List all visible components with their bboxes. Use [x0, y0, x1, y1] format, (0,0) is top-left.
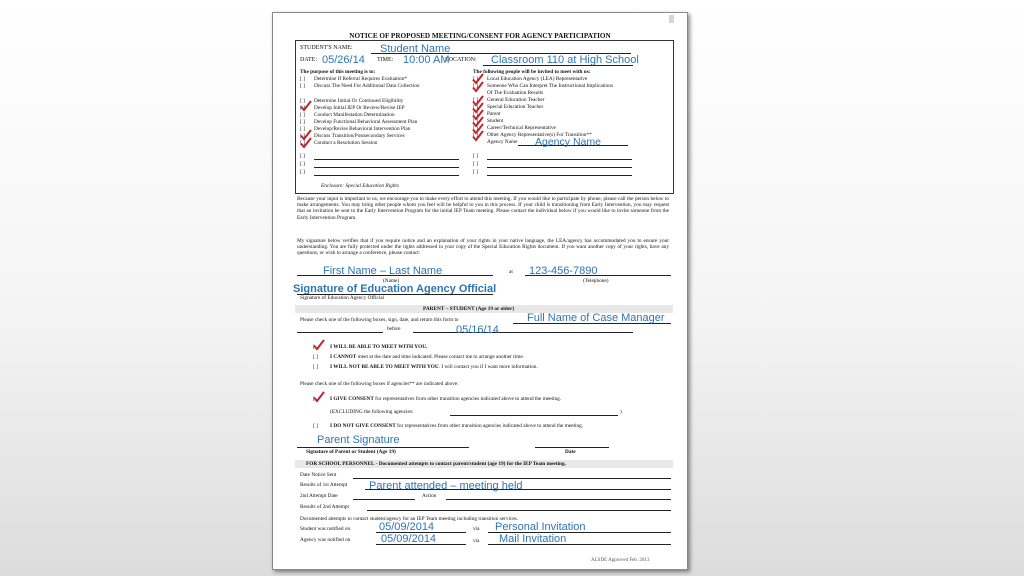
- checkmark-icon: [313, 339, 325, 351]
- location-label: LOCATION:: [445, 57, 477, 63]
- invited-checkbox[interactable]: [ ]: [473, 111, 478, 117]
- invited-checkbox[interactable]: [ ]: [473, 169, 478, 175]
- invited-checkbox[interactable]: [ ]: [473, 76, 478, 82]
- form-page: [272, 12, 688, 570]
- purpose-checkbox[interactable]: [ ]: [300, 153, 305, 159]
- attempt2-label: 2nd Attempt Date: [300, 493, 338, 499]
- student-notified-date: 05/09/2014: [379, 521, 435, 533]
- date-caption: Date: [565, 449, 576, 455]
- purpose-checkbox[interactable]: [ ]: [300, 76, 305, 82]
- time-label: TIME:: [377, 57, 394, 63]
- results2-label: Results of 2nd Attempt: [300, 504, 349, 510]
- purpose-checkbox[interactable]: [ ]: [300, 105, 305, 111]
- parent-section-header: PARENT – STUDENT (Age 19 or older): [423, 306, 515, 312]
- student-name-value: Student Name: [380, 43, 451, 55]
- return-date-value: 05/16/14: [456, 324, 499, 336]
- contact-at: at: [509, 269, 513, 275]
- attempt1-result-value: Parent attended – meeting held: [369, 480, 523, 492]
- location-value: Classroom 110 at High School: [491, 54, 639, 66]
- documented-label: Documented attempts to contact student/agency for an IEP Team meeting including transition services.: [300, 516, 519, 522]
- purpose-item: Discuss The Need For Additional Data Collection: [314, 83, 420, 89]
- invited-item: Local Education Agency (LEA) Representative: [487, 76, 588, 82]
- action-label: Action: [422, 493, 437, 499]
- parent-signature-caption: Signature of Parent or Student (Age 19): [306, 449, 396, 455]
- invited-checkbox[interactable]: [ ]: [473, 97, 478, 103]
- invited-checkbox[interactable]: [ ]: [473, 161, 478, 167]
- purpose-item: Develop Functional Behavioral Assessment Plan: [314, 119, 418, 125]
- parent-signature-value: Parent Signature: [317, 434, 400, 446]
- form-footer: ALSDE Approved Feb. 2013: [591, 558, 650, 563]
- cannot-checkbox[interactable]: [ ]: [313, 354, 318, 360]
- official-name-value: First Name – Last Name: [323, 265, 443, 277]
- invited-checkbox[interactable]: [ ]: [473, 83, 478, 89]
- student-name-label: STUDENT'S NAME:: [300, 45, 353, 51]
- invited-item: General Education Teacher: [487, 97, 545, 103]
- date-notice-label: Date Notice Sent: [300, 472, 337, 478]
- checkmark-icon: [472, 130, 484, 142]
- purpose-heading: The purpose of this meeting is to:: [300, 69, 376, 75]
- checkmark-icon: [300, 100, 312, 112]
- official-signature-caption: Signature of Education Agency Official: [300, 295, 385, 301]
- purpose-checkbox[interactable]: [ ]: [300, 161, 305, 167]
- checkmark-icon: [300, 137, 312, 149]
- purpose-item: Develop/Revise Behavioral Intervention Plan: [314, 126, 411, 132]
- purpose-item: Discuss Transition/Postsecondary Services: [314, 133, 405, 139]
- purpose-checkbox[interactable]: [ ]: [300, 140, 305, 146]
- purpose-checkbox[interactable]: [ ]: [300, 83, 305, 89]
- purpose-item: Determine If Referral Requires Evaluation*: [314, 76, 407, 82]
- invited-checkbox[interactable]: [ ]: [473, 118, 478, 124]
- purpose-checkbox[interactable]: [ ]: [300, 133, 305, 139]
- checkmark-icon: [313, 391, 325, 403]
- option-give-consent: I GIVE CONSENT for representatives from other transition agencies indicated above to attend the meeting.: [330, 396, 562, 402]
- purpose-item: Develop Initial IEP Or Review/Revise IEP: [314, 105, 405, 111]
- purpose-item: Conduct Manifestation Determination: [314, 112, 395, 118]
- invited-item: Special Education Teacher: [487, 104, 544, 110]
- invited-item: Student: [487, 118, 504, 124]
- intro-paragraph: Because your input is important to us, we encourage you to make every effort to attend this meeting. If you would like to participate by phone, please call the person below to make arrangements. You may bring other people whom you feel will be helpful to you in this process. If your child is transitioning from Early Intervention, you may request that an invitation be sent to the Early Intervention Program for the initial IEP Team meeting. Please contact the individual below if you would like to invite someone from the Early Intervention Program.: [297, 196, 669, 221]
- form-title: NOTICE OF PROPOSED MEETING/CONSENT FOR AGENCY PARTICIPATION: [349, 32, 611, 40]
- invited-item: Agency Name: [487, 139, 518, 145]
- date-value: 05/26/14: [322, 54, 365, 66]
- invited-checkbox[interactable]: [ ]: [473, 125, 478, 131]
- purpose-item: Determine Initial Or Continued Eligibility: [314, 98, 404, 104]
- before-label: before: [387, 326, 401, 332]
- invited-item: Of The Evaluation Results: [487, 90, 544, 96]
- will-not-checkbox[interactable]: [ ]: [313, 364, 318, 370]
- option-cannot: I CANNOT meet at the date and time indicated. Please contact me to arrange another time.: [330, 354, 525, 360]
- via-label: via: [473, 538, 480, 544]
- student-notified-via: Personal Invitation: [495, 521, 586, 533]
- agency-name-value: Agency Name: [535, 136, 601, 148]
- name-caption: (Name): [383, 278, 400, 284]
- results1-label: Results of 1st Attempt: [300, 482, 348, 488]
- consent-checkbox[interactable]: [: [313, 396, 315, 402]
- invited-checkbox[interactable]: [ ]: [473, 104, 478, 110]
- telephone-value: 123-456-7890: [529, 265, 598, 277]
- official-signature-value: Signature of Education Agency Official: [293, 283, 497, 295]
- student-notified-label: Student was notified on: [300, 526, 351, 532]
- option-will-meet: I WILL BE ABLE TO MEET WITH YOU.: [330, 344, 428, 350]
- invited-heading: The following people will be invited to meet with us:: [473, 69, 591, 75]
- meet-checkbox[interactable]: [: [313, 344, 315, 350]
- agency-notified-label: Agency was notified on: [300, 537, 351, 543]
- purpose-checkbox[interactable]: [ ]: [300, 98, 305, 104]
- purpose-item: Conduct a Resolution Session: [314, 140, 378, 146]
- purpose-checkbox[interactable]: [ ]: [300, 126, 305, 132]
- enclosure-note: Enclosure: Special Education Rights: [321, 183, 399, 189]
- invited-checkbox[interactable]: [ ]: [473, 153, 478, 159]
- agency-instruction: Please check one of the following boxes if agencies** are indicated above:: [300, 381, 459, 387]
- checkmark-icon: [472, 81, 484, 93]
- signature-paragraph: My signature below verifies that if you require notice and an explanation of your rights in your native language, the LEA/agency has accommodated you to ensure your understanding. You are fully protected under the rights addressed in your copy of the Special Education Rights document. If you want another copy of your rights, have any questions, or wish to arrange a conference, please contact:: [297, 238, 669, 257]
- purpose-checkbox[interactable]: [ ]: [300, 119, 305, 125]
- invited-item: Someone Who Can Interpret The Instructional Implications: [487, 83, 614, 89]
- invited-checkbox[interactable]: [ ]: [473, 132, 478, 138]
- no-consent-checkbox[interactable]: [ ]: [313, 423, 318, 429]
- parent-instruction: Please check one of the following boxes, sign, date, and return this form to: [300, 317, 459, 323]
- case-manager-value: Full Name of Case Manager: [527, 312, 665, 324]
- time-value: 10:00 AM: [403, 54, 450, 66]
- date-label: DATE:: [300, 57, 317, 63]
- invited-item: Other Agency Representative(s) For Transition**: [487, 132, 592, 138]
- agency-notified-via: Mail Invitation: [499, 533, 567, 545]
- excluding-close: ): [620, 409, 622, 415]
- purpose-checkbox[interactable]: [ ]: [300, 112, 305, 118]
- invited-item: Career/Technical Representative: [487, 125, 556, 131]
- purpose-checkbox[interactable]: [ ]: [300, 169, 305, 175]
- school-section-header: FOR SCHOOL PERSONNEL - Documented attempts to contact parent/student (age 19) for the IEP Team meeting.: [306, 461, 566, 467]
- telephone-caption: (Telephone): [583, 278, 609, 284]
- page-scroll-marker: [669, 15, 674, 23]
- invited-item: Parent: [487, 111, 501, 117]
- agency-notified-date: 05/09/2014: [381, 533, 437, 545]
- option-will-not: I WILL NOT BE ABLE TO MEET WITH YOU. I will contact you if I want more information.: [330, 364, 538, 370]
- excluding-label: (EXCLUDING the following agencies:: [330, 409, 414, 415]
- option-no-consent: I DO NOT GIVE CONSENT for representatives from other transition agencies indicated above to attend the meeting.: [330, 423, 584, 429]
- via-label: via: [473, 526, 480, 532]
